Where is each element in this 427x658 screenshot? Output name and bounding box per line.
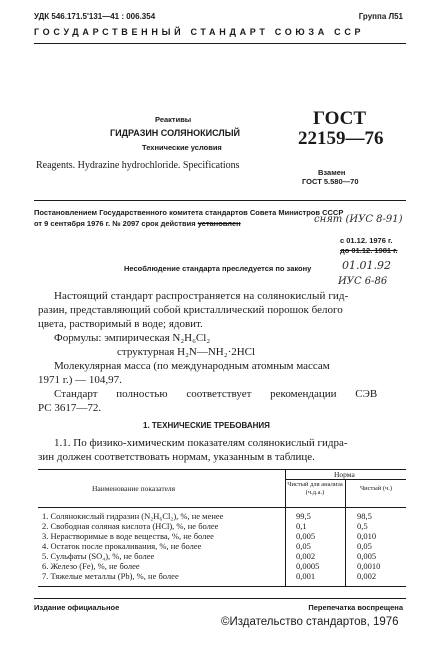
table-cell-name: 7. Тяжелые металлы (Pb), %, не более — [42, 571, 179, 581]
resolution-start-date: с 01.12. 1976 г. — [340, 236, 393, 245]
table-row — [38, 511, 406, 521]
table-cell-pure-analysis: 0,001 — [296, 571, 316, 581]
table-row — [38, 561, 406, 571]
molar-mass-line-2: 1971 г.) — 104,97. — [38, 374, 122, 386]
formula-empirical: Формулы: эмпирическая N₂H₆Cl₂ — [54, 332, 211, 344]
section-paragraph-line-1: 1.1. По физико-химическим показателям солянокислый гидра- — [54, 437, 348, 449]
table-cell-pure: 98,5 — [357, 511, 372, 521]
publisher-copyright: ©Издательство стандартов, 1976 — [221, 616, 399, 628]
header-rule — [34, 43, 406, 44]
requirements-table — [38, 469, 406, 587]
formula-structural: структурная H₂N—NH₂·2HCl — [117, 346, 256, 358]
section-paragraph-line-2: зин должен соответствовать нормам, указанным в таблице. — [38, 451, 315, 463]
table-cell-name: 3. Нерастворимые в воде вещества, %, не более — [42, 531, 214, 541]
handwritten-ius: ИУС 6-86 — [338, 276, 388, 287]
table-cell-pure-analysis: 0,005 — [296, 531, 316, 541]
table-header-norm: Норма — [334, 470, 355, 479]
table-cell-pure: 0,002 — [357, 571, 377, 581]
table-header-name: Наименование показателя — [92, 484, 176, 493]
resolution-end-date: до 01.12. 1981 г. — [340, 246, 398, 255]
resolution-line-1: Постановлением Государственного комитета стандартов Совета Министров СССР — [34, 208, 344, 217]
table-cell-name: 5. Сульфаты (SO₄), %, не более — [42, 551, 155, 561]
title-line-3: Технические условия — [142, 143, 222, 152]
group-code: Группа Л51 — [358, 12, 403, 21]
table-body — [38, 511, 406, 585]
table-header-rule — [38, 507, 406, 508]
resolution-struck-word: установлен — [197, 219, 241, 228]
table-header-pure-analysis: Чистый для анализа (ч.д.а.) — [287, 481, 343, 496]
title-english: Reagents. Hydrazine hydrochloride. Specifications — [36, 160, 240, 171]
table-cell-name: 1. Солянокислый гидразин (N₂H₆Cl₂), %, не менее — [42, 511, 224, 521]
table-cell-pure-analysis: 0,1 — [296, 521, 307, 531]
molar-mass-line-1: Молекулярная масса (по международным атомным массам — [54, 360, 330, 372]
gost-label: ГОСТ — [313, 108, 367, 129]
section-heading: 1. ТЕХНИЧЕСКИЕ ТРЕБОВАНИЯ — [143, 421, 270, 430]
intro-line-1: Настоящий стандарт распространяется на солянокислый гид- — [54, 290, 349, 302]
title-rule — [34, 200, 406, 201]
intro-line-3: цвета, растворимый в воде; ядовит. — [38, 318, 203, 330]
law-warning: Несоблюдение стандарта преследуется по закону — [124, 264, 312, 273]
official-edition-label: Издание официальное — [34, 603, 120, 612]
standard-banner: ГОСУДАРСТВЕННЫЙ СТАНДАРТ СОЮЗА ССР — [34, 27, 365, 37]
table-cell-pure: 0,0010 — [357, 561, 381, 571]
intro-line-2: разин, представляющий собой кристаллический порошок белого — [38, 304, 343, 316]
table-cell-name: 2. Свободная соляная кислота (HCl), %, не более — [42, 521, 219, 531]
table-cell-name: 6. Железо (Fe), %, не более — [42, 561, 140, 571]
standard-compliance-line-1: Стандарт полностью соответствует рекомендации СЭВ — [54, 388, 378, 400]
table-row — [38, 571, 406, 581]
table-header-pure: Чистый (ч.) — [359, 485, 393, 492]
standard-compliance-line-2: РС 3617—72. — [38, 402, 102, 414]
replaces-label: Взамен — [318, 168, 346, 177]
table-cell-pure-analysis: 99,5 — [296, 511, 311, 521]
resolution-line-2-text: от 9 сентября 1976 г. № 2097 срок действия — [34, 219, 196, 228]
table-row — [38, 521, 406, 531]
handwritten-date: 01.01.92 — [342, 259, 391, 272]
title-line-2: ГИДРАЗИН СОЛЯНОКИСЛЫЙ — [110, 128, 240, 138]
table-bottom-rule — [38, 586, 406, 587]
table-cell-pure-analysis: 0,0005 — [296, 561, 320, 571]
footer-rule — [34, 598, 406, 599]
resolution-line-2 — [34, 219, 241, 228]
table-cell-pure-analysis: 0,002 — [296, 551, 316, 561]
table-row — [38, 541, 406, 551]
udk-code: УДК 546.171.5'131—41 : 006.354 — [34, 12, 156, 21]
table-cell-pure-analysis: 0,05 — [296, 541, 311, 551]
gost-number: 22159—76 — [298, 128, 384, 149]
table-cell-pure: 0,005 — [357, 551, 377, 561]
table-cell-pure: 0,5 — [357, 521, 368, 531]
handwritten-note-cancelled: снят (ИУС 8-91) — [314, 214, 403, 225]
table-cell-pure: 0,05 — [357, 541, 372, 551]
replaces-value: ГОСТ 5.580—70 — [302, 177, 359, 186]
table-row — [38, 551, 406, 561]
reprint-prohibited-label: Перепечатка воспрещена — [308, 603, 403, 612]
table-row — [38, 531, 406, 541]
table-cell-name: 4. Остаток после прокаливания, %, не более — [42, 541, 202, 551]
title-line-1: Реактивы — [155, 115, 192, 124]
table-cell-pure: 0,010 — [357, 531, 377, 541]
